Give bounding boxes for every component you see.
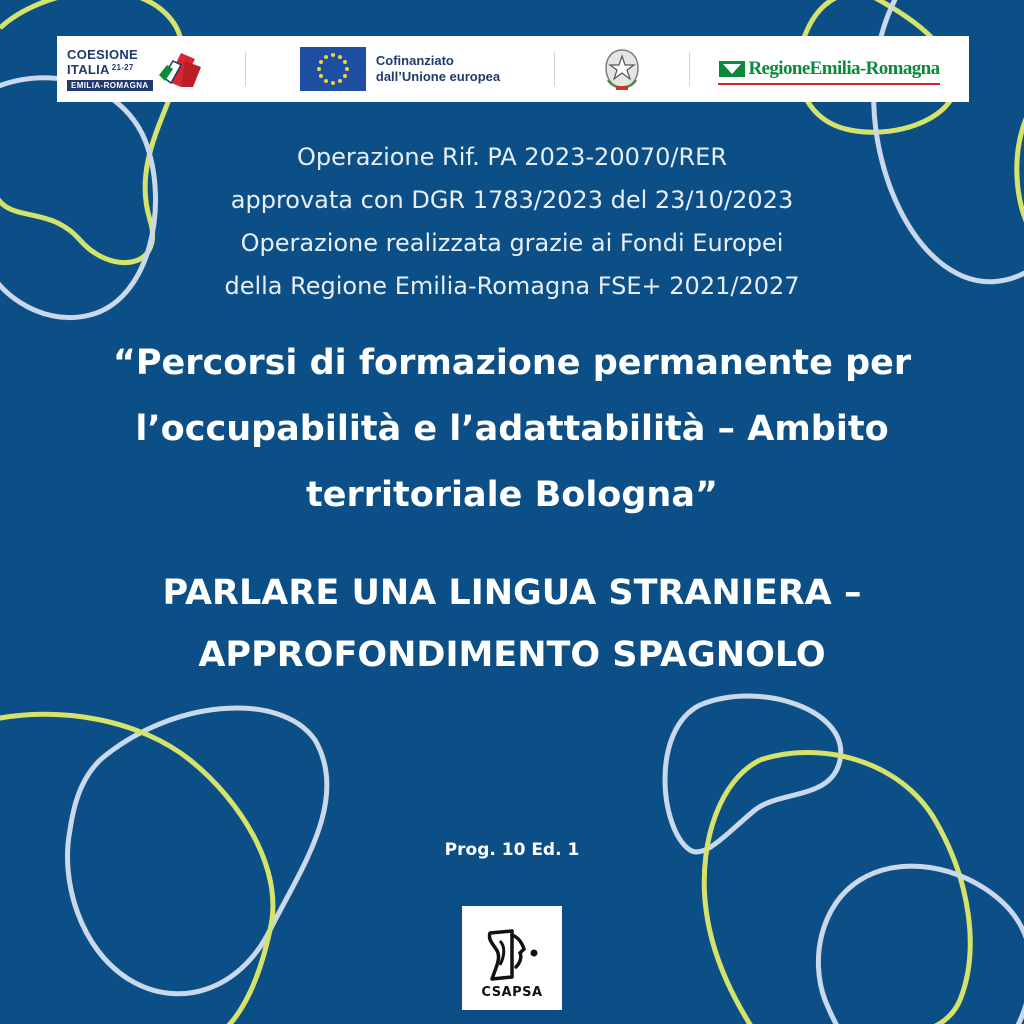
course-title-line-1: PARLARE UNA LINGUA STRANIERA – [162,573,862,613]
csapsa-wordmark: CSAPSA [481,985,543,1000]
csapsa-mark-icon [482,927,542,985]
coesione-line1: COESIONE [67,46,139,62]
operation-line-3: Operazione realizzata grazie ai Fondi Europei [240,229,784,257]
project-title-line-3: territoriale Bologna” [306,475,718,515]
eu-text-line2: dall’Unione europea [375,69,501,84]
regione-emilia-romagna-logo [690,36,969,102]
eu-text-line1: Cofinanziato [375,53,454,68]
course-title-line-2: APPROFONDIMENTO SPAGNOLO [198,635,826,675]
eu-cofinancing-logo [246,36,554,102]
emblem-icon [602,46,642,92]
edition-label: Prog. 10 Ed. 1 [444,840,580,860]
project-title-line-1: “Percorsi di formazione permanente per [112,343,912,383]
operation-line-2: approvata con DGR 1783/2023 del 23/10/2023 [230,186,794,214]
region-flag-icon [719,61,745,77]
coesione-italia-logo [57,36,245,102]
logo-banner [57,36,969,102]
region-name: RegioneEmilia-Romagna [748,58,940,79]
project-title-line-2: l’occupabilità e l’adattabilità – Ambito [135,409,889,449]
eu-flag-icon [300,47,366,91]
project-title [10,330,1014,528]
italian-republic-emblem [555,36,689,102]
course-title [0,562,1024,686]
coesione-line2: ITALIA [67,61,110,77]
operation-reference [0,136,1024,308]
coesione-years: 21-27 [111,62,134,72]
yellow-blob-bottom-right [704,753,970,1024]
white-blob-bottom-right-large [818,866,1024,1024]
coesione-region: EMILIA-ROMAGNA [67,80,153,91]
operation-line-4: della Regione Emilia-Romagna FSE+ 2021/2027 [224,272,800,300]
white-blob-bottom-right-small [665,696,841,852]
operation-line-1: Operazione Rif. PA 2023-20070/RER [297,143,727,171]
csapsa-logo [462,906,562,1010]
coesione-mark-icon [159,47,205,91]
